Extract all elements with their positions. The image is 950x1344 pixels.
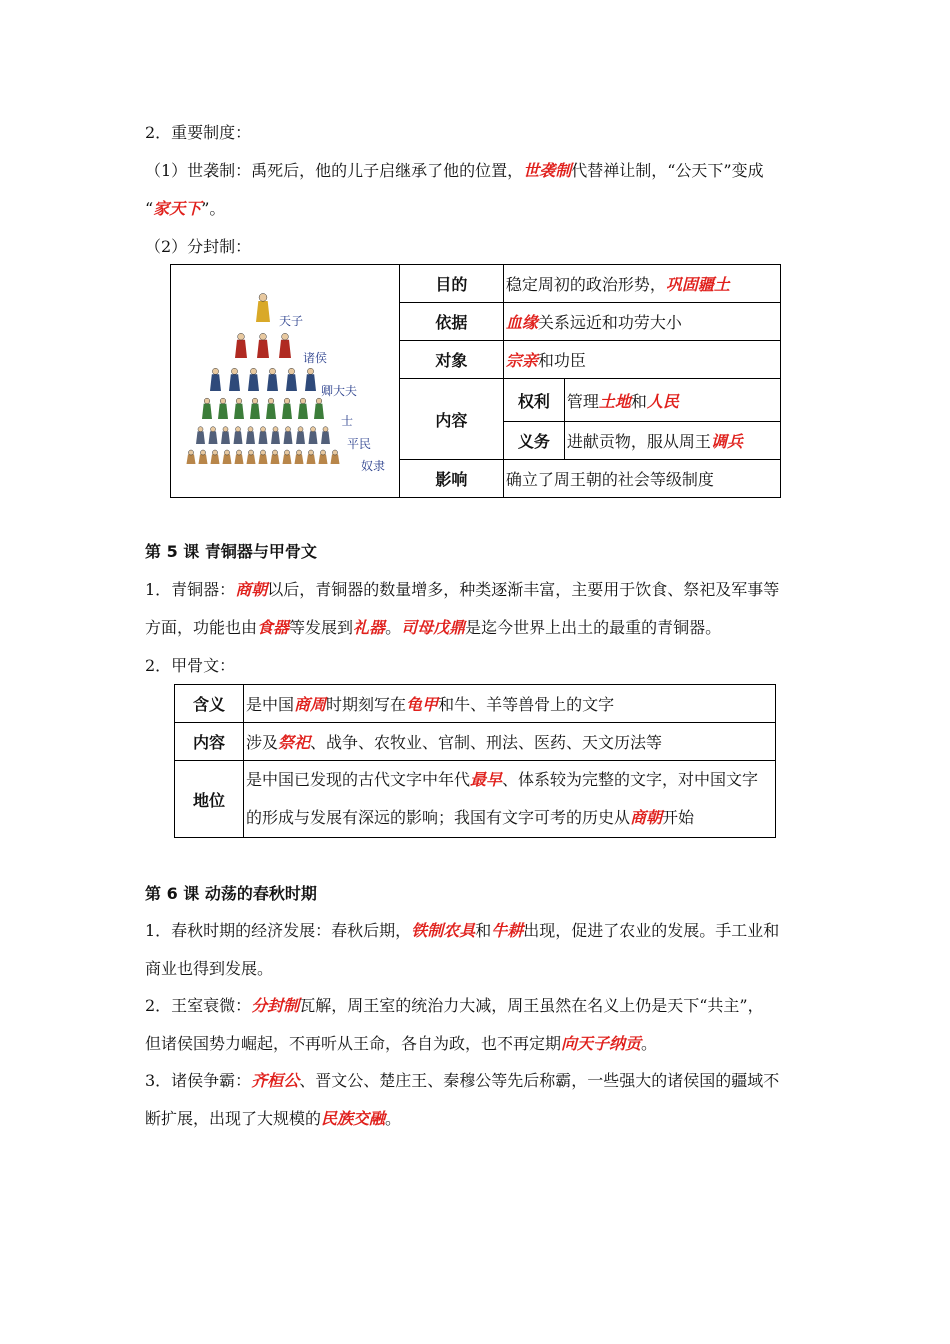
text: 和功臣	[537, 351, 586, 370]
pyramid-figure-head	[198, 427, 203, 432]
pyramid-figure-head	[298, 427, 303, 432]
pyramid-figure-head	[252, 398, 258, 404]
pyramid-figure-head	[269, 368, 275, 374]
row-value	[503, 265, 780, 303]
pyramid-label: 天子	[279, 314, 304, 328]
pyramid-figure-head	[320, 450, 325, 455]
pyramid-figure-body	[282, 404, 292, 419]
pyramid-figure-head	[238, 333, 245, 340]
pyramid-figure-head	[235, 427, 240, 432]
pyramid-figure-head	[204, 398, 210, 404]
lesson-title: 第 6 课 动荡的春秋时期	[145, 884, 317, 903]
keyword: 礼器	[353, 618, 386, 637]
pyramid-figure-body	[234, 404, 244, 419]
pyramid-figure-head	[212, 368, 218, 374]
pyramid-figure-head	[231, 368, 237, 374]
pyramid-figure-body	[202, 404, 212, 419]
pyramid-figure-body	[247, 454, 256, 464]
pyramid-figure-body	[283, 454, 292, 464]
paragraph	[145, 921, 779, 941]
pyramid-figure-head	[236, 398, 242, 404]
pyramid-figure-body	[266, 404, 276, 419]
row-label: 对象	[400, 341, 504, 379]
pyramid-figure-head	[250, 368, 256, 374]
sub-label: 权利	[503, 379, 564, 422]
pyramid-figure-body	[218, 404, 228, 419]
keyword: 牛耕	[491, 921, 524, 940]
text: 。	[385, 618, 402, 637]
keyword: 民族交融	[321, 1109, 386, 1128]
row-label: 影响	[400, 460, 504, 498]
pyramid-figure-head	[288, 368, 294, 374]
text: 和	[630, 391, 647, 411]
pyramid-figure-head	[259, 293, 267, 301]
paragraph	[145, 1034, 657, 1054]
pyramid-figure-body	[211, 454, 220, 464]
text: 1．青铜器：	[145, 580, 236, 599]
jiaguwen-table	[174, 684, 776, 838]
section-heading: 2．重要制度：	[145, 123, 252, 142]
keyword: 分封制	[251, 996, 300, 1015]
text: 、战争、农牧业、官制、刑法、医药、天文历法等	[310, 733, 663, 752]
pyramid-figure-head	[308, 450, 313, 455]
pyramid-figure-body	[259, 454, 268, 464]
pyramid-figure-body	[305, 374, 316, 391]
shixi-line-2	[145, 199, 225, 219]
row-label: 含义	[175, 685, 244, 723]
row-label: 地位	[175, 761, 244, 838]
pyramid-figure-body	[210, 374, 221, 391]
row-label: 内容	[175, 723, 244, 761]
pyramid-label: 卿大夫	[321, 384, 358, 398]
pyramid-figure-body	[196, 431, 205, 444]
text: 断扩展，出现了大规模的	[145, 1109, 322, 1128]
lesson-title: 第 5 课 青铜器与甲骨文	[145, 542, 317, 561]
text: 进献贡物，服从周王	[566, 432, 711, 451]
pyramid-figure-body	[209, 431, 218, 444]
pyramid-figure-head	[212, 450, 217, 455]
pyramid-figure-head	[220, 398, 226, 404]
keyword: 齐桓公	[251, 1071, 300, 1090]
row-value	[244, 761, 776, 838]
text: 的形成与发展有深远的影响；我国有文字可考的历史从	[246, 808, 631, 827]
pyramid-figure-body	[199, 454, 208, 464]
pyramid-figure-head	[300, 398, 306, 404]
text: “	[145, 199, 154, 218]
keyword: 血缘	[505, 313, 538, 332]
keyword: 商朝	[235, 580, 268, 599]
pyramid-figure-body	[295, 454, 304, 464]
keyword: 调兵	[710, 432, 743, 451]
pyramid-figure-head	[273, 427, 278, 432]
pyramid-figure-body	[257, 340, 269, 358]
pyramid-figure-head	[248, 450, 253, 455]
row-value	[564, 379, 780, 422]
pyramid-figure-body	[314, 404, 324, 419]
pyramid-figure-head	[260, 333, 267, 340]
pyramid-figure-body	[223, 454, 232, 464]
keyword: 商朝	[630, 808, 663, 827]
text: 出现，促进了农业的发展。手工业和	[523, 921, 780, 940]
pyramid-figure-body	[259, 431, 268, 444]
text: 、晋文公、楚庄王、秦穆公等先后称霸，一些强大的诸侯国的疆域不	[299, 1071, 780, 1090]
pyramid-figure-head	[272, 450, 277, 455]
text: 1．春秋时期的经济发展：春秋后期，	[145, 921, 412, 940]
keyword: 祭祀	[278, 733, 311, 752]
row-label: 依据	[400, 303, 504, 341]
keyword: 家天下	[153, 199, 202, 218]
fenfeng-table	[170, 264, 781, 498]
text: 涉及	[246, 733, 279, 752]
pyramid-figure-body	[319, 454, 328, 464]
paragraph	[145, 1071, 779, 1091]
paragraph: 2．甲骨文：	[145, 656, 236, 675]
text: 。	[385, 1109, 402, 1128]
pyramid-figure-body	[279, 340, 291, 358]
keyword: 食器	[257, 618, 290, 637]
feudal-pyramid-illustration	[171, 265, 399, 493]
text: 是中国已发现的古代文字中年代	[246, 770, 471, 789]
pyramid-figure-head	[260, 450, 265, 455]
keyword: 商周	[294, 695, 327, 714]
pyramid-figure-head	[316, 398, 322, 404]
text: 稳定周初的政治形势，	[505, 275, 666, 294]
row-value	[503, 341, 780, 379]
pyramid-figure-head	[284, 398, 290, 404]
pyramid-figure-head	[285, 427, 290, 432]
pyramid-figure-body	[187, 454, 196, 464]
pyramid-figure-body	[235, 340, 247, 358]
shixi-line	[145, 161, 764, 181]
text: 关系远近和功劳大小	[537, 313, 682, 332]
keyword: 龟甲	[406, 695, 439, 714]
pyramid-figure-body	[235, 454, 244, 464]
pyramid-figure-body	[267, 374, 278, 391]
pyramid-figure-body	[309, 431, 318, 444]
row-label: 目的	[400, 265, 504, 303]
text: 代替禅让制，“公天下”变成	[571, 161, 764, 180]
keyword: 宗亲	[505, 351, 538, 370]
keyword: 巩固疆土	[665, 275, 730, 294]
pyramid-label: 诸侯	[303, 351, 328, 365]
text: 和牛、羊等兽骨上的文字	[438, 695, 615, 714]
pyramid-figure-head	[323, 427, 328, 432]
text: 和	[475, 921, 492, 940]
pyramid-cell	[171, 265, 400, 498]
text: 但诸侯国势力崛起，不再听从王命，各自为政，也不再定期	[145, 1034, 562, 1053]
pyramid-figure-body	[286, 374, 297, 391]
pyramid-figure-head	[268, 398, 274, 404]
pyramid-figure-body	[234, 431, 243, 444]
pyramid-figure-head	[307, 368, 313, 374]
keyword: 铁制农具	[411, 921, 476, 940]
keyword: 向天子纳贡	[561, 1034, 642, 1053]
pyramid-figure-head	[296, 450, 301, 455]
pyramid-figure-body	[307, 454, 316, 464]
paragraph	[145, 618, 721, 638]
text: 是迄今世界上出土的最重的青铜器。	[465, 618, 722, 637]
pyramid-figure-head	[200, 450, 205, 455]
row-value	[503, 303, 780, 341]
pyramid-figure-head	[210, 427, 215, 432]
text: 2．王室衰微：	[145, 996, 252, 1015]
pyramid-figure-head	[223, 427, 228, 432]
paragraph: 商业也得到发展。	[145, 959, 274, 978]
text: ”。	[201, 199, 226, 218]
pyramid-figure-body	[331, 454, 340, 464]
pyramid-figure-head	[332, 450, 337, 455]
row-value	[244, 685, 776, 723]
pyramid-figure-head	[188, 450, 193, 455]
pyramid-figure-head	[310, 427, 315, 432]
sub-label: 义务	[503, 422, 564, 460]
keyword: 土地	[598, 391, 631, 411]
text: 方面，功能也由	[145, 618, 258, 637]
text: 。	[641, 1034, 658, 1053]
pyramid-figure-head	[260, 427, 265, 432]
row-value: 确立了周王朝的社会等级制度	[503, 460, 780, 498]
pyramid-figure-body	[271, 431, 280, 444]
pyramid-label: 奴隶	[361, 459, 386, 473]
pyramid-figure-body	[321, 431, 330, 444]
text: （1）世袭制：禹死后，他的儿子启继承了他的位置，	[145, 161, 524, 180]
pyramid-label: 士	[341, 414, 354, 428]
pyramid-figure-head	[236, 450, 241, 455]
pyramid-figure-body	[229, 374, 240, 391]
text: 瓦解，周王室的统治力大减，周王虽然在名义上仍是天下“共主”，	[299, 996, 764, 1015]
row-value	[244, 723, 776, 761]
pyramid-figure-body	[250, 404, 260, 419]
keyword: 最早	[470, 770, 503, 789]
pyramid-figure-head	[248, 427, 253, 432]
keyword: 世袭制	[523, 161, 572, 180]
text: 时期刻写在	[326, 695, 407, 714]
keyword: 人民	[646, 391, 679, 411]
paragraph	[145, 996, 764, 1016]
paragraph	[145, 1109, 401, 1129]
text: 开始	[662, 808, 695, 827]
paragraph	[145, 580, 779, 600]
text: 以后，青铜器的数量增多，种类逐渐丰富，主要用于饮食、祭祀及军事等	[267, 580, 780, 599]
text: 管理	[566, 391, 599, 411]
text: 3．诸侯争霸：	[145, 1071, 252, 1090]
pyramid-figure-body	[248, 374, 259, 391]
text: 是中国	[246, 695, 295, 714]
pyramid-figure-body	[271, 454, 280, 464]
pyramid-figure-body	[296, 431, 305, 444]
pyramid-label: 平民	[347, 437, 372, 451]
fenfeng-title: （2）分封制：	[145, 237, 252, 256]
text: 等发展到	[289, 618, 354, 637]
row-label: 内容	[400, 379, 504, 460]
pyramid-figure-body	[298, 404, 308, 419]
pyramid-figure-head	[282, 333, 289, 340]
pyramid-figure-body	[246, 431, 255, 444]
row-value	[564, 422, 780, 460]
text: 、体系较为完整的文字，对中国文字	[502, 770, 759, 789]
keyword: 司母戊鼎	[401, 618, 466, 637]
pyramid-figure-body	[284, 431, 293, 444]
pyramid-figure-head	[224, 450, 229, 455]
pyramid-figure-head	[284, 450, 289, 455]
pyramid-figure-body	[221, 431, 230, 444]
pyramid-figure-body	[256, 301, 270, 322]
